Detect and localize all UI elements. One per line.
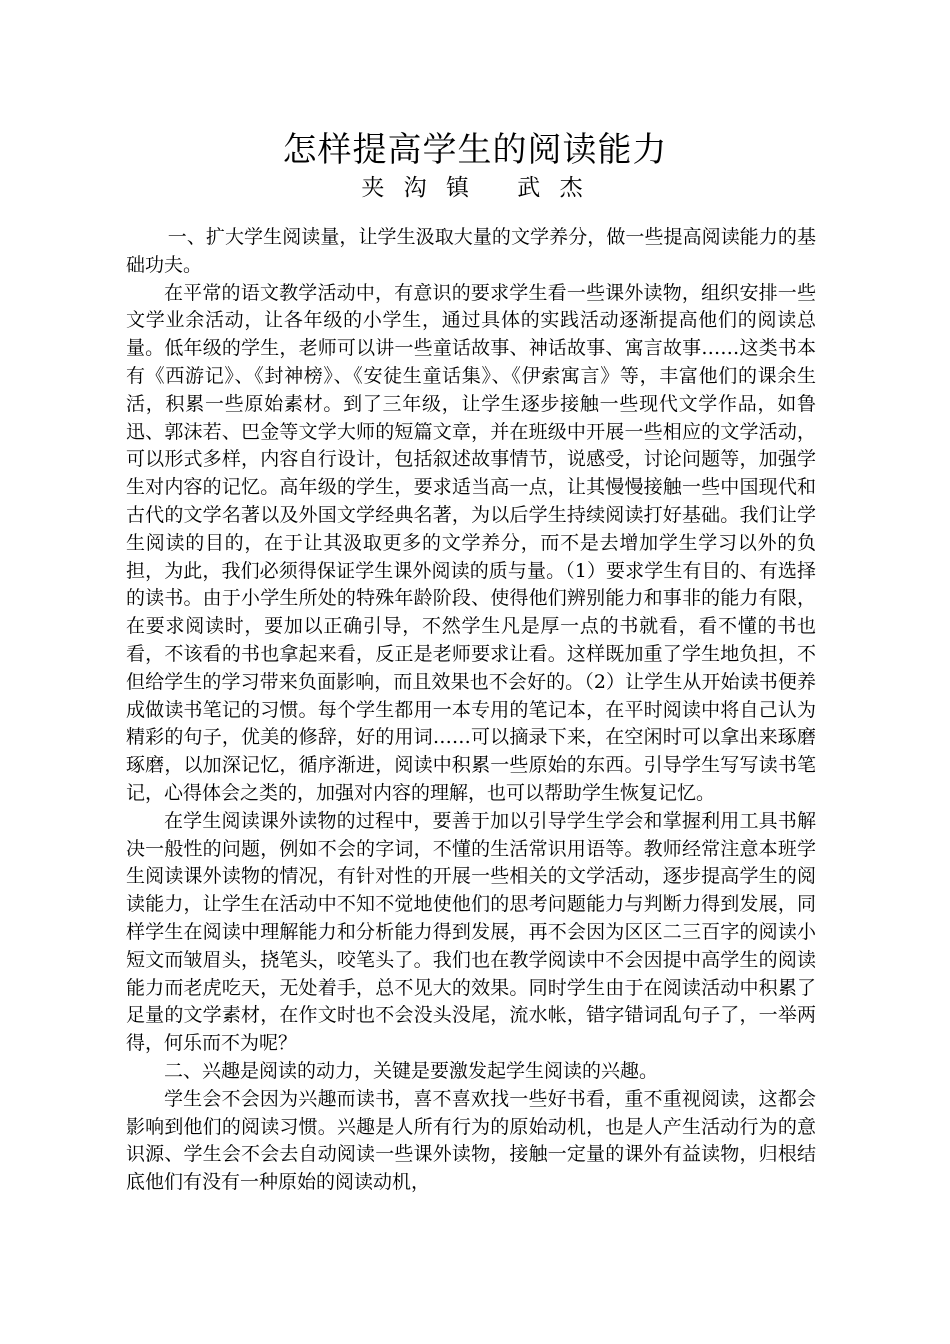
document-author: 夹 沟 镇 武 杰 [361,175,589,201]
body-paragraph: 在平常的语文教学活动中，有意识的要求学生看一些课外读物，组织安排一些文学业余活动，让各年级的小学生，通过具体的实践活动逐渐提高他们的阅读总量。低年级的学生，老师可以讲一些童话故事、神话故事、寓言故事……这类书本有《西游记》、《封神榜》、《安徒生童话集》、《伊索寓言》等，丰富他们的课余生活，积累一些原始素材。到了三年级，让学生逐步接触一些现代文学作品，如鲁迅、郭沫若、巴金等文学大师的短篇文章，并在班级中开展一些相应的文学活动，可以形式多样，内容自行设计，包括叙述故事情节，说感受，讨论问题等，加强学生对内容的记忆。高年级的学生，要求适当高一点，让其慢慢接触一些中国现代和古代的文学名著以及外国文学经典名著，为以后学生持续阅读打好基础。我们让学生阅读的目的，在于让其汲取更多的文学养分，而不是去增加学生学习以外的负担，为此，我们必须得保证学生课外阅读的质与量。（1）要求学生有目的、有选择的读书。由于小学生所处的特殊年龄阶段、使得他们辨别能力和事非的能力有限，在要求阅读时，要加以正确引导，不然学生凡是厚一点的书就看，看不懂的书也看，不该看的书也拿起来看，反正是老师要求让看。这样既加重了学生地负担，不但给学生的学习带来负面影响，而且效果也不会好的。（2）让学生从开始读书便养成做读书笔记的习惯。每个学生都用一本专用的笔记本，在平时阅读中将自己认为精彩的句子，优美的修辞，好的用词……可以摘录下来，在空闲时可以拿出来琢磨琢磨，以加深记忆，循序渐进，阅读中积累一些原始的东西。引导学生写写读书笔记，心得体会之类的，加强对内容的理解，也可以帮助学生恢复记忆。 [126,281,816,804]
document-body [126,224,816,1197]
document-title: 怎样提高学生的阅读能力 [282,130,668,170]
body-paragraph: 学生会不会因为兴趣而读书，喜不喜欢找一些好书看，重不重视阅读，这都会影响到他们的阅读习惯。兴趣是人所有行为的原始动机，也是人产生活动行为的意识源、学生会不会去自动阅读一些课外读物，接触一定量的课外有益读物，归根结底他们有没有一种原始的阅读动机， [126,1087,816,1194]
section-heading-2: 二、兴趣是阅读的动力，关键是要激发起学生阅读的兴趣。 [164,1059,659,1082]
body-paragraph: 在学生阅读课外读物的过程中，要善于加以引导学生学会和掌握利用工具书解决一般性的问题，例如不会的字词，不懂的生活常识用语等。教师经常注意本班学生阅读课外读物的情况，有针对性的开展一些相关的文学活动，逐步提高学生的阅读能力，让学生在活动中不知不觉地使他们的思考问题能力与判断力得到发展，同样学生在阅读中理解能力和分析能力得到发展，再不会因为区区二三百字的阅读小短文而皱眉头，挠笔头，咬笔头了。我们也在教学阅读中不会因提中高学生的阅读能力而老虎吃天，无处着手，总不见大的效果。同时学生由于在阅读活动中积累了足量的文学素材，在作文时也不会没头没尾，流水帐，错字错词乱句子了，一举两得，何乐而不为呢？ [126,809,816,1055]
section-heading-1: 一、扩大学生阅读量，让学生汲取大量的文学养分，做一些提高阅读能力的基础功夫。 [126,226,816,276]
